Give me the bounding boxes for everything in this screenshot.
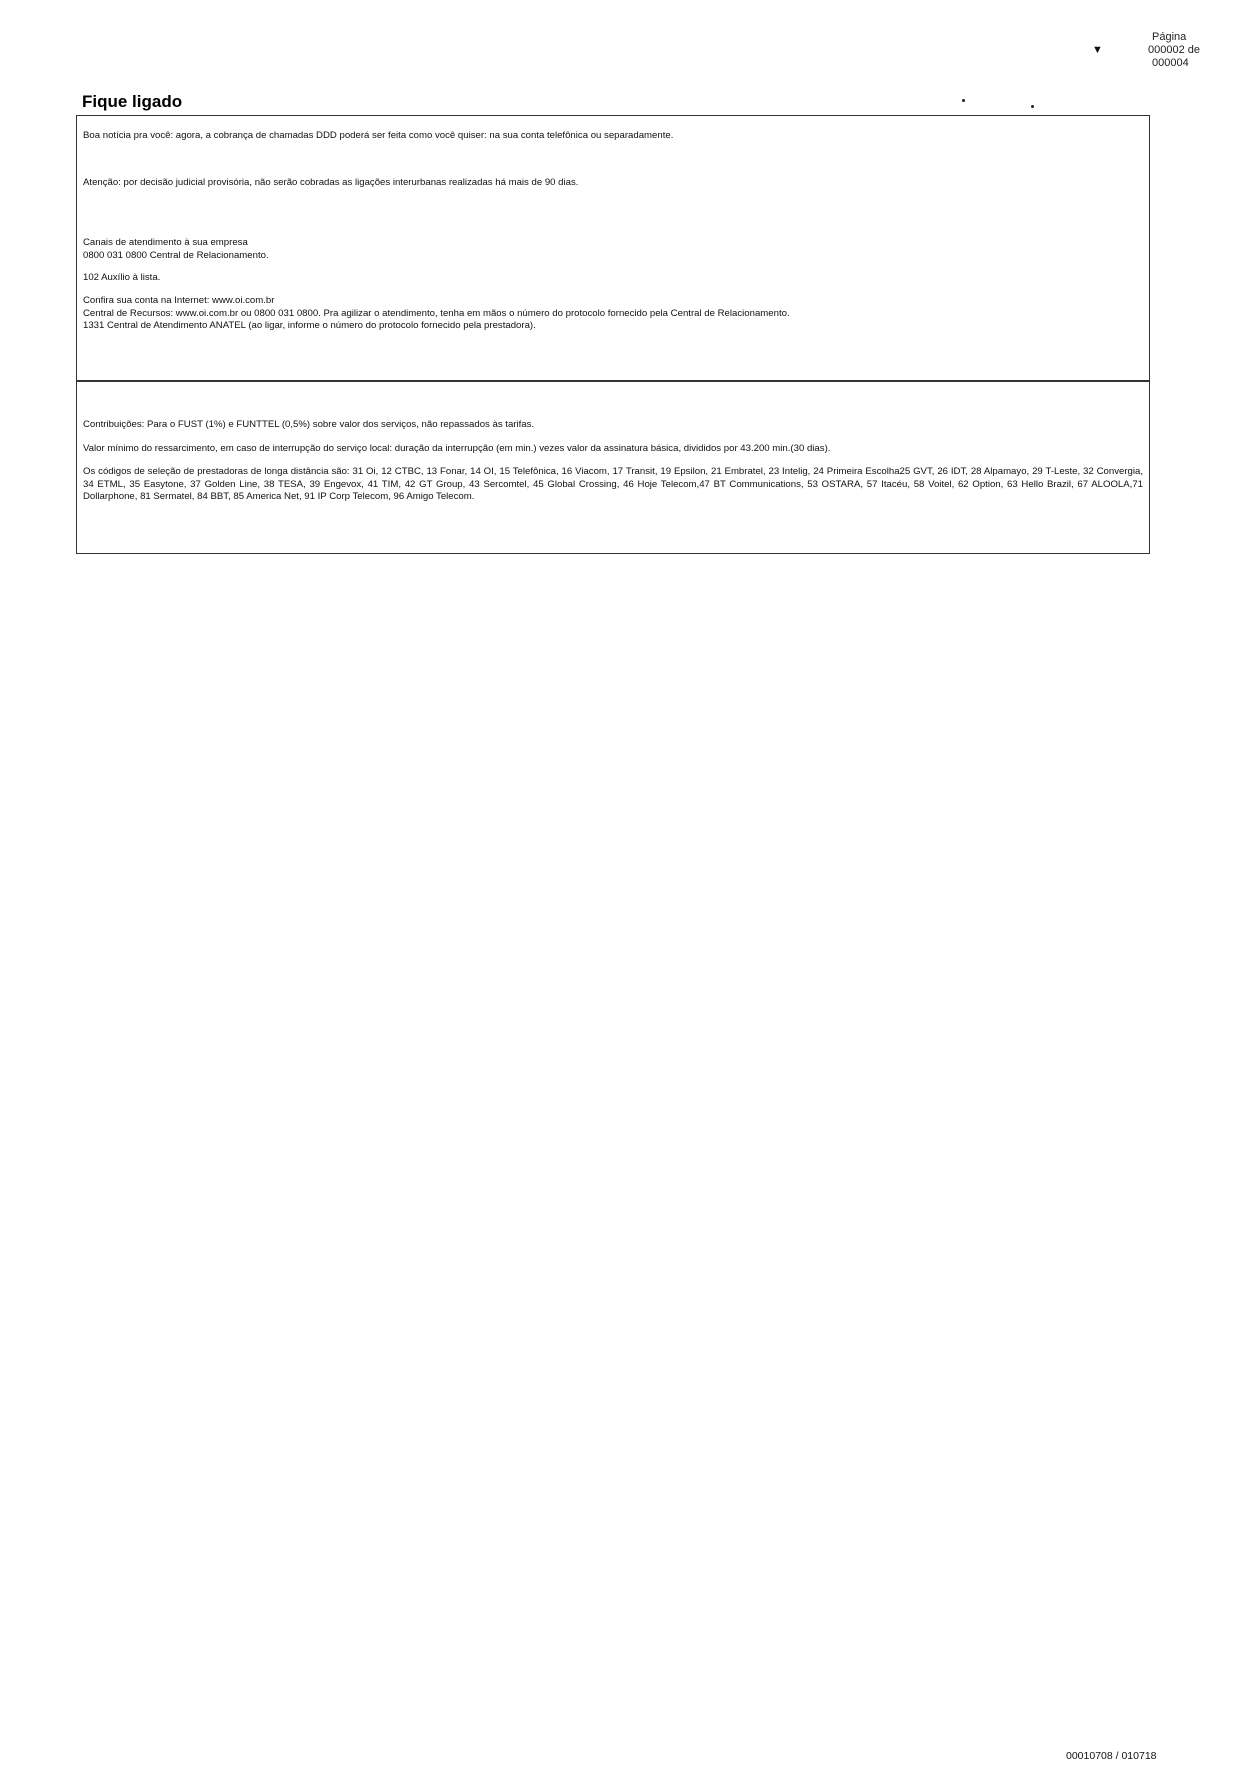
page-total: 000004 [1152,57,1189,69]
contribuicoes-line: Contribuições: Para o FUST (1%) e FUNTTEL (0,5%) sobre valor dos serviços, não repassados às tarifas. [83,419,535,430]
internet-line: Confira sua conta na Internet: www.oi.com.br [83,294,275,306]
auxilio-line: 102 Auxílio à lista. [83,272,161,284]
scan-dot [962,99,965,102]
scan-dot [1031,105,1034,108]
judicial-notice: Atenção: por decisão judicial provisória, não serão cobradas as ligações interurbanas realizadas há mais de 90 dias. [83,176,579,188]
codigos-paragraph: Os códigos de seleção de prestadoras de longa distância são: 31 Oi, 12 CTBC, 13 Fonar, 14 OI, 15 Telefônica, 16 Viacom, 17 Transit, 19 Epsilon, 21 Embratel, 23 Intelig, 24 Primeira Escolha25 GVT, 26 IDT, 28 Alpamayo, 29 T-Leste, 32 Convergia, 34 ETML, 35 Easytone, 37 Golden Line, 38 TESA, 39 Engevox, 41 TIM, 42 GT Group, 43 Sercomtel, 45 Global Crossing, 46 Hoje Telecom,47 BT Communications, 53 OSTARA, 57 Itacéu, 58 Voitel, 62 Option, 63 Hello Brazil, 67 ALOOLA,71 Dollarphone, 81 Sermatel, 84 BBT, 85 America Net, 91 IP Corp Telecom, 96 Amigo Telecom. [83,466,1143,503]
notices-box [76,115,1150,381]
footer-code: 00010708 / 010718 [1066,1750,1157,1762]
page-of: 000002 de [1148,44,1200,56]
section-title: Fique ligado [82,92,183,111]
channels-heading: Canais de atendimento à sua empresa [83,237,248,249]
anatel-line: 1331 Central de Atendimento ANATEL (ao ligar, informe o número do protocolo fornecido pela prestadora). [83,320,536,332]
page-number [1148,31,1228,70]
recursos-line: Central de Recursos: www.oi.com.br ou 0800 031 0800. Pra agilizar o atendimento, tenha em mãos o número do protocolo fornecido pela Central de Relacionamento. [83,307,790,319]
ddd-notice: Boa notícia pra você: agora, a cobrança de chamadas DDD poderá ser feita como você quiser: na sua conta telefônica ou separadamente. [83,130,674,141]
page-label: Página [1152,31,1187,43]
relacionamento-line: 0800 031 0800 Central de Relacionamento. [83,249,269,261]
scan-mark-arrow-icon: ▼ [1092,44,1103,56]
ressarcimento-line: Valor mínimo do ressarcimento, em caso de interrupção do serviço local: duração da interrupção (em min.) vezes valor da assinatura básica, divididos por 43.200 min.(30 dias). [83,442,831,454]
info-box [76,381,1150,554]
